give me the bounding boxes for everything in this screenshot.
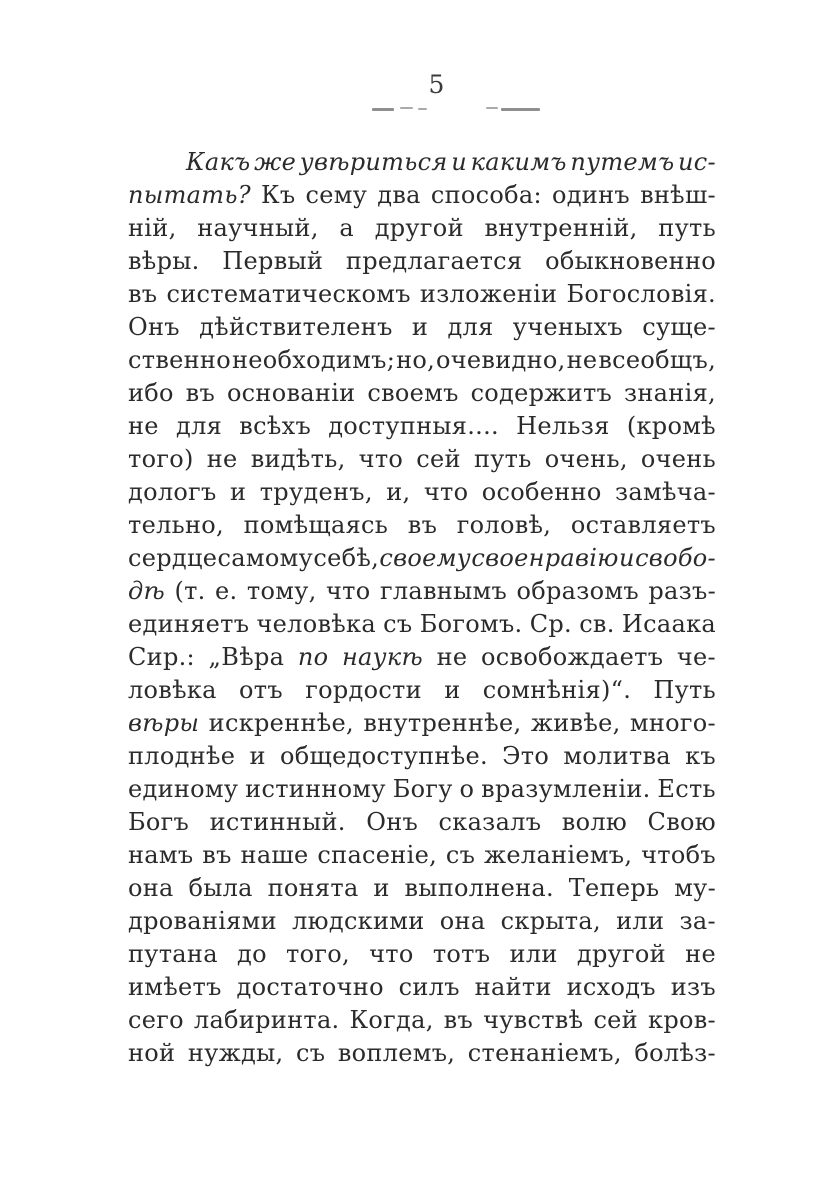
text-word: дѣйствителенъ	[199, 313, 393, 341]
text-word: че-	[676, 643, 716, 671]
text-word: всѣхъ	[239, 412, 312, 440]
text-word: Онъ	[128, 313, 180, 341]
text-word: Когда,	[349, 1006, 434, 1034]
text-word: тому,	[246, 577, 317, 605]
text-word: суще-	[642, 313, 716, 341]
text-line	[128, 1037, 716, 1070]
rule-dash	[418, 108, 427, 110]
text-word: сказалъ	[438, 808, 542, 836]
text-line	[128, 674, 716, 707]
text-line	[128, 575, 716, 608]
text-word: съ	[445, 841, 476, 869]
text-word: другой	[374, 214, 464, 242]
text-word: въ	[202, 841, 232, 869]
text-word-italic: дѣ	[128, 577, 165, 605]
text-line	[128, 212, 716, 245]
text-word: что	[358, 445, 404, 473]
text-word: силъ	[398, 973, 460, 1001]
text-word: Богу	[392, 775, 453, 803]
text-word: сей	[593, 1006, 638, 1034]
text-word-italic: пытать?	[128, 181, 251, 209]
text-line	[128, 278, 716, 311]
text-word: освобождаетъ	[481, 643, 664, 671]
text-word: но,	[396, 346, 436, 374]
text-word: исходъ	[566, 973, 656, 1001]
text-word: сей	[416, 445, 461, 473]
text-word: Есть	[657, 775, 716, 803]
text-word: Богъ	[128, 808, 190, 836]
text-word: очень	[640, 445, 716, 473]
text-word: тотъ	[432, 940, 491, 968]
text-word: единому	[128, 775, 239, 803]
text-word: и	[444, 676, 461, 704]
text-word: труденъ,	[259, 478, 373, 506]
text-word: одинъ	[551, 181, 630, 209]
text-line	[128, 641, 716, 674]
text-word: внутреннѣе,	[363, 709, 522, 737]
text-word: и	[249, 742, 266, 770]
text-word: вѣры.	[128, 247, 200, 275]
text-word: имѣетъ	[128, 973, 222, 1001]
text-word: сему	[305, 181, 368, 209]
text-word: му-	[674, 874, 716, 902]
text-word: всеобщъ,	[598, 346, 716, 374]
text-line	[128, 410, 716, 443]
text-word: въ	[128, 280, 158, 308]
text-word: болѣз-	[634, 1039, 716, 1067]
rule-dash	[372, 108, 394, 111]
text-line	[128, 740, 716, 773]
text-word: сомнѣнія)“.	[482, 676, 632, 704]
text-word: не	[566, 346, 598, 374]
text-word: „Вѣра	[208, 643, 285, 671]
text-word: что	[423, 478, 469, 506]
text-word: ній,	[128, 214, 177, 242]
text-word: вразумленіи.	[481, 775, 651, 803]
text-word: для	[176, 412, 223, 440]
text-word-italic: своему	[379, 544, 472, 572]
text-word: очевидно,	[436, 346, 566, 374]
text-word: искреннѣе,	[208, 709, 354, 737]
text-line	[128, 1004, 716, 1037]
text-word: самому	[217, 544, 314, 572]
text-word: въ	[185, 379, 216, 407]
text-word: отъ	[239, 676, 283, 704]
text-word: Исаака	[621, 610, 716, 638]
text-word: лабиринта.	[193, 1006, 340, 1034]
text-word: понята	[267, 874, 359, 902]
text-word: головѣ,	[456, 511, 552, 539]
text-word: ственно	[128, 346, 231, 374]
text-word: не	[685, 940, 716, 968]
text-line	[128, 971, 716, 1004]
text-line	[128, 839, 716, 872]
text-word: себѣ,	[313, 544, 380, 572]
text-word: волю	[561, 808, 628, 836]
text-word: намъ	[128, 841, 194, 869]
text-line	[128, 509, 716, 542]
text-word: образомъ	[516, 577, 639, 605]
text-line	[128, 146, 716, 179]
text-word: стенаніемъ,	[467, 1039, 622, 1067]
text-word: оставляетъ	[570, 511, 716, 539]
text-word: найти	[474, 973, 552, 1001]
text-word: не	[206, 445, 238, 473]
text-word: плоднѣе	[128, 742, 236, 770]
text-word: что	[369, 940, 414, 968]
text-word: е.	[215, 577, 238, 605]
text-word: тельно,	[128, 511, 224, 539]
text-word: и,	[386, 478, 411, 506]
text-word: кров-	[648, 1006, 716, 1034]
text-word: о	[459, 775, 475, 803]
text-line	[128, 443, 716, 476]
text-word: не	[128, 412, 159, 440]
text-word-italic: вѣры	[128, 709, 200, 737]
text-word: путь	[473, 445, 532, 473]
text-word: истинный.	[209, 808, 346, 836]
text-word: Богословія.	[566, 280, 716, 308]
text-word: или	[616, 907, 665, 935]
text-word: живѣе,	[530, 709, 621, 737]
text-word-italic: какимъ	[470, 148, 567, 176]
text-word-italic: же	[254, 148, 297, 176]
text-word-italic: ис-	[678, 148, 716, 176]
text-word: сего	[128, 1006, 184, 1034]
text-word: другой	[576, 940, 666, 968]
text-word: истинному	[245, 775, 386, 803]
text-word: молитва	[563, 742, 671, 770]
text-word: она	[128, 874, 174, 902]
text-word: Путь	[653, 676, 716, 704]
text-word: и	[230, 478, 247, 506]
text-word: для	[447, 313, 494, 341]
text-word-italic: свобо-	[635, 544, 716, 572]
text-word: гордости	[305, 676, 422, 704]
text-word: Это	[502, 742, 550, 770]
text-word: помѣщаясь	[243, 511, 389, 539]
text-word: изъ	[670, 973, 716, 1001]
text-line	[128, 542, 716, 575]
text-word: нужды,	[187, 1039, 284, 1067]
rule-dash	[501, 108, 540, 111]
text-word: воплемъ,	[337, 1039, 456, 1067]
text-word: ибо	[128, 379, 174, 407]
text-word: къ	[685, 742, 716, 770]
text-word: особенно	[481, 478, 602, 506]
text-word: (кромѣ	[626, 412, 716, 440]
text-word: спасеніе,	[317, 841, 438, 869]
text-line	[128, 872, 716, 905]
text-word: Первый	[222, 247, 324, 275]
text-word: доступныя....	[328, 412, 499, 440]
text-word: или	[509, 940, 558, 968]
text-word: а	[339, 214, 354, 242]
text-word: скрыта,	[500, 907, 601, 935]
text-word: главнымъ	[379, 577, 508, 605]
text-word: систематическомъ	[166, 280, 411, 308]
text-line	[128, 707, 716, 740]
text-word: ученыхъ	[512, 313, 623, 341]
text-word: достаточно	[236, 973, 384, 1001]
text-word: содержитъ	[470, 379, 613, 407]
text-word: сердце	[128, 544, 218, 572]
text-word-italic: Какъ	[186, 148, 251, 176]
text-word: за-	[679, 907, 716, 935]
text-word: чувствѣ	[483, 1006, 584, 1034]
text-word-italic: своенравію	[471, 544, 619, 572]
text-line	[128, 377, 716, 410]
text-word: общедоступнѣе.	[279, 742, 488, 770]
text-word: того,	[286, 940, 350, 968]
text-word: обыкновенно	[545, 247, 716, 275]
text-word-italic: наукѣ	[341, 643, 423, 671]
text-word: что	[326, 577, 371, 605]
text-word: ловѣка	[128, 676, 217, 704]
text-word: изложеніи	[419, 280, 558, 308]
text-word: Онъ	[366, 808, 419, 836]
text-word: Богомъ.	[419, 610, 523, 638]
text-word: дрованіями	[128, 907, 277, 935]
text-word: и	[411, 313, 429, 341]
text-line	[128, 608, 716, 641]
text-line	[128, 311, 716, 344]
text-word: св.	[579, 610, 615, 638]
text-line	[128, 476, 716, 509]
text-line	[128, 938, 716, 971]
text-word-italic: и	[451, 148, 467, 176]
text-word: не	[436, 643, 468, 671]
text-word: и	[373, 874, 390, 902]
text-word-italic: увѣриться	[299, 148, 448, 176]
text-word: выполнена.	[404, 874, 554, 902]
text-word: замѣча-	[615, 478, 716, 506]
text-line	[128, 245, 716, 278]
text-word: дологъ	[128, 478, 217, 506]
text-word: два	[377, 181, 421, 209]
text-word: съ	[295, 1039, 326, 1067]
text-line	[128, 905, 716, 938]
text-word: научный,	[197, 214, 319, 242]
text-word: знанія,	[624, 379, 716, 407]
text-word: людскими	[292, 907, 425, 935]
text-word: основаніи	[226, 379, 356, 407]
text-word: Ср.	[529, 610, 572, 638]
text-word: въ	[407, 511, 438, 539]
text-word: необходимъ;	[231, 346, 396, 374]
text-word: очень,	[544, 445, 628, 473]
text-word: видѣть,	[250, 445, 346, 473]
text-word: единяетъ	[128, 610, 250, 638]
text-word: своемъ	[367, 379, 459, 407]
page-paragraph	[128, 146, 716, 1070]
text-line	[128, 344, 716, 377]
text-line	[128, 773, 716, 806]
page-number: 5	[428, 70, 446, 99]
text-word: предлагается	[345, 247, 523, 275]
text-word: того)	[128, 445, 194, 473]
text-word: въ	[443, 1006, 474, 1034]
text-line	[128, 179, 716, 212]
rule-dash	[486, 107, 498, 109]
text-word: Къ	[260, 181, 296, 209]
text-word: до	[237, 940, 267, 968]
text-word: она	[439, 907, 486, 935]
text-word: была	[188, 874, 253, 902]
text-word: Свою	[647, 808, 716, 836]
text-line	[128, 806, 716, 839]
text-word: чтобъ	[641, 841, 716, 869]
text-word: разъ-	[648, 577, 716, 605]
text-word: путь	[658, 214, 716, 242]
text-word-italic: и	[618, 544, 635, 572]
text-word: (т.	[174, 577, 206, 605]
text-word: ной	[128, 1039, 176, 1067]
text-word: Теперь	[568, 874, 660, 902]
text-word: Сир.:	[128, 643, 195, 671]
rule-dash	[400, 107, 413, 109]
text-word: внѣш-	[640, 181, 716, 209]
text-word: наше	[240, 841, 309, 869]
text-word: внутренній,	[484, 214, 638, 242]
text-word-italic: путемъ	[570, 148, 675, 176]
text-word-italic: по	[297, 643, 329, 671]
text-word: съ	[383, 610, 413, 638]
text-word: путана	[128, 940, 218, 968]
text-word: Нельзя	[516, 412, 610, 440]
text-word: способа:	[430, 181, 542, 209]
text-word: человѣка	[256, 610, 376, 638]
text-word: много-	[629, 709, 716, 737]
text-word: желаніемъ,	[484, 841, 633, 869]
